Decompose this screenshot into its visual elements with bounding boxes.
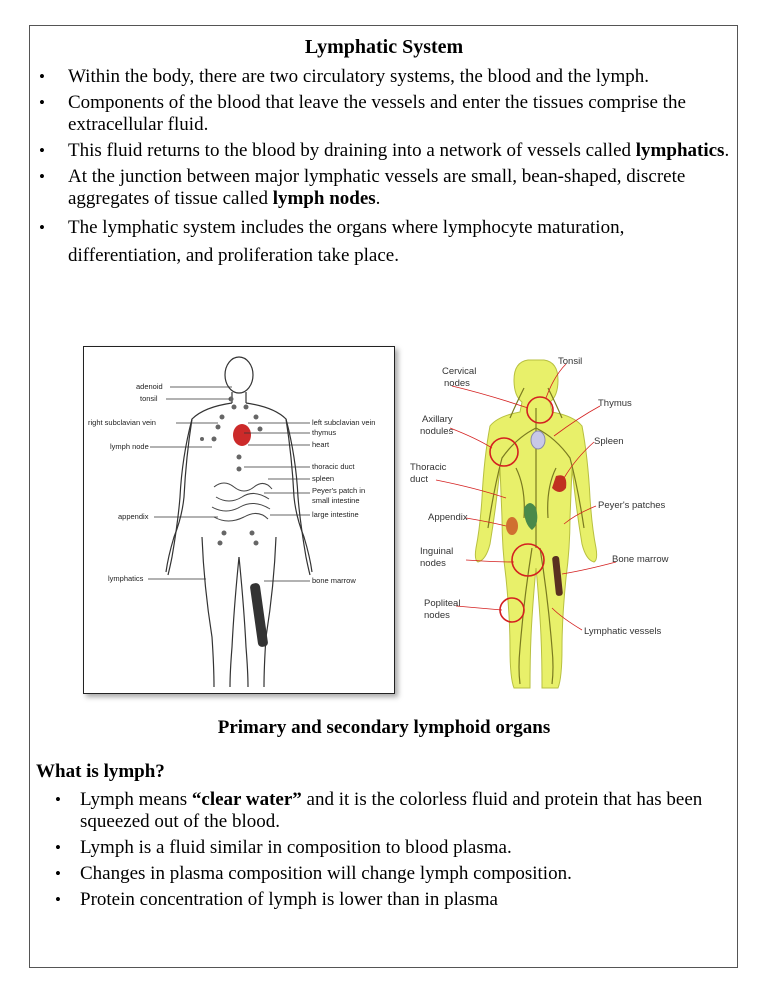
label-peyers-patches: Peyer's patches	[598, 500, 666, 511]
label-thymus-2: Thymus	[598, 398, 632, 409]
bullet-dot: •	[39, 93, 45, 112]
label-cervical-nodes: nodes	[444, 378, 470, 389]
label-cervical: Cervical	[442, 366, 477, 377]
label-thoracic-duct-2: duct	[410, 474, 428, 485]
intro-bullet: • Within the body, there are two circulatory systems, the blood and the lymph.	[39, 66, 650, 87]
section-heading: What is lymph?	[36, 761, 165, 782]
label-thoracic-duct: thoracic duct	[312, 462, 355, 471]
bullet-dot: •	[39, 67, 45, 86]
figure-caption: Primary and secondary lymphoid organs	[217, 717, 551, 738]
label-spleen-2: Spleen	[594, 436, 624, 447]
label-right-subclavian: right subclavian vein	[88, 418, 156, 427]
label-appendix-2: Appendix	[428, 512, 468, 523]
label-bone-marrow-2: Bone marrow	[612, 554, 669, 565]
label-popliteal-nodes: nodes	[424, 610, 450, 621]
label-peyers-patch: Peyer's patch in	[312, 486, 366, 495]
label-axillary: Axillary	[422, 414, 453, 425]
bullet-dot: •	[55, 790, 61, 809]
label-spleen: spleen	[312, 474, 335, 483]
bullet-dot: •	[39, 167, 45, 186]
lymphatic-diagram-color	[406, 348, 706, 696]
label-lymph-node: lymph node	[110, 442, 149, 451]
bullet-dot: •	[55, 890, 61, 909]
label-left-subclavian: left subclavian vein	[312, 418, 376, 427]
lymph-bullet-list	[55, 789, 720, 915]
intro-bullet: • Components of the blood that leave the vessels and enter the tissues comprise the extracellular fluid.	[39, 92, 686, 135]
bullet-dot: •	[55, 838, 61, 857]
lymph-bullet: • Changes in plasma composition will change lymph composition.	[55, 863, 572, 884]
label-tonsil-2: Tonsil	[558, 356, 583, 367]
intro-bullet: • At the junction between major lymphatic vessels are small, bean-shaped, discrete aggregates of tissue called lymph nodes.	[39, 166, 686, 209]
lymph-bullet: • Lymph is a fluid similar in composition to blood plasma.	[55, 837, 512, 858]
intro-bullet-list	[39, 66, 733, 274]
lymph-bullet: • Lymph means “clear water” and it is the colorless fluid and protein that has been squeezed out of the blood.	[55, 789, 703, 832]
intro-bullet: • The lymphatic system includes the organs where lymphocyte maturation, differentiation, and proliferation take place.	[68, 214, 733, 270]
bullet-dot: •	[39, 218, 45, 237]
label-small-intestine: small intestine	[312, 496, 360, 505]
label-large-intestine: large intestine	[312, 510, 359, 519]
lineart-svg	[84, 347, 394, 693]
bullet-dot: •	[39, 141, 45, 160]
label-appendix: appendix	[118, 512, 149, 521]
intro-bullet: • This fluid returns to the blood by draining into a network of vessels called lymphatics.	[39, 140, 730, 161]
color-svg	[406, 348, 706, 696]
label-popliteal: Popliteal	[424, 598, 461, 609]
label-tonsil: tonsil	[140, 394, 158, 403]
label-adenoid: adenoid	[136, 382, 163, 391]
lymphatic-diagram-lineart	[83, 346, 395, 694]
label-inguinal-nodes: nodes	[420, 558, 446, 569]
label-lymphatics: lymphatics	[108, 574, 144, 583]
label-axillary-nodules: nodules	[420, 426, 454, 437]
label-bone-marrow: bone marrow	[312, 576, 356, 585]
label-thymus: thymus	[312, 428, 337, 437]
label-lymphatic-vessels: Lymphatic vessels	[584, 626, 662, 637]
label-heart: heart	[312, 440, 330, 449]
bullet-dot: •	[55, 864, 61, 883]
label-inguinal: Inguinal	[420, 546, 454, 557]
page-title: Lymphatic System	[304, 36, 464, 58]
label-thoracic: Thoracic	[410, 462, 447, 473]
lymph-bullet: • Protein concentration of lymph is lower than in plasma	[55, 889, 498, 910]
